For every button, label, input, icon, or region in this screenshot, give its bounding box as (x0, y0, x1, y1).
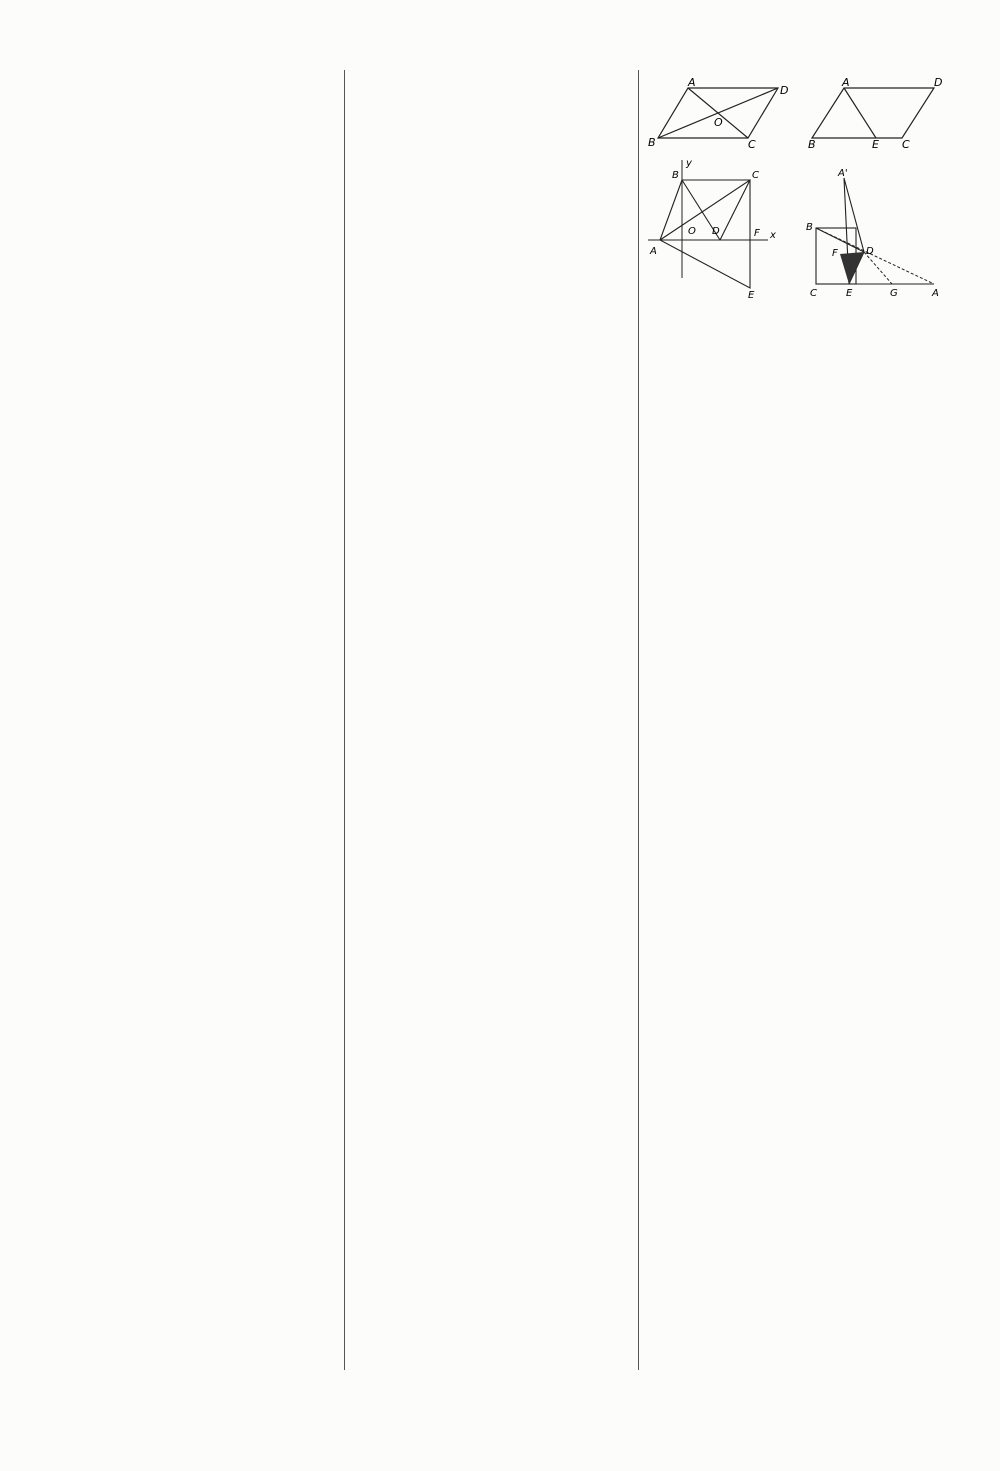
corner-logo (810, 1386, 990, 1461)
fig11-diagram (648, 76, 788, 148)
svg-text:D: D (934, 76, 943, 89)
fig16 (804, 158, 944, 306)
svg-text:A: A (932, 288, 939, 299)
svg-text:B: B (806, 222, 813, 234)
svg-text:B: B (672, 170, 679, 182)
svg-text:D: D (866, 246, 874, 258)
svg-text:B: B (648, 136, 656, 148)
svg-text:A: A (842, 76, 850, 89)
fig24-line-chart (352, 78, 622, 213)
svg-text:F: F (754, 228, 760, 240)
svg-text:x: x (770, 230, 776, 242)
svg-text:D: D (712, 226, 720, 238)
fig12-diagram (804, 76, 944, 148)
svg-text:E: E (872, 138, 879, 148)
svg-text:O: O (688, 226, 696, 238)
svg-text:C: C (748, 138, 756, 148)
fig15-diagram (648, 158, 788, 298)
fig15 (648, 158, 788, 306)
column-divider (344, 70, 345, 1370)
fig11-12-row (648, 76, 944, 156)
svg-text:G: G (890, 288, 898, 299)
svg-text:A: A (650, 246, 657, 258)
fig12 (804, 76, 944, 156)
fig11 (648, 76, 788, 156)
svg-text:A': A' (838, 168, 848, 180)
fig16-diagram (804, 158, 944, 298)
svg-text:C: C (810, 288, 817, 299)
svg-text:B: B (808, 138, 816, 148)
column-right (648, 76, 944, 306)
svg-text:E: E (748, 290, 755, 299)
svg-text:E: E (846, 288, 853, 299)
svg-text:C: C (902, 138, 910, 148)
fig15-16-row (648, 158, 944, 306)
svg-text:O: O (714, 116, 723, 129)
column-divider-2 (638, 70, 639, 1370)
svg-text:y: y (686, 158, 692, 170)
svg-text:F: F (832, 248, 838, 260)
svg-text:C: C (752, 170, 759, 182)
svg-text:A: A (688, 76, 696, 89)
svg-text:D: D (780, 84, 788, 97)
column-middle (352, 78, 628, 227)
